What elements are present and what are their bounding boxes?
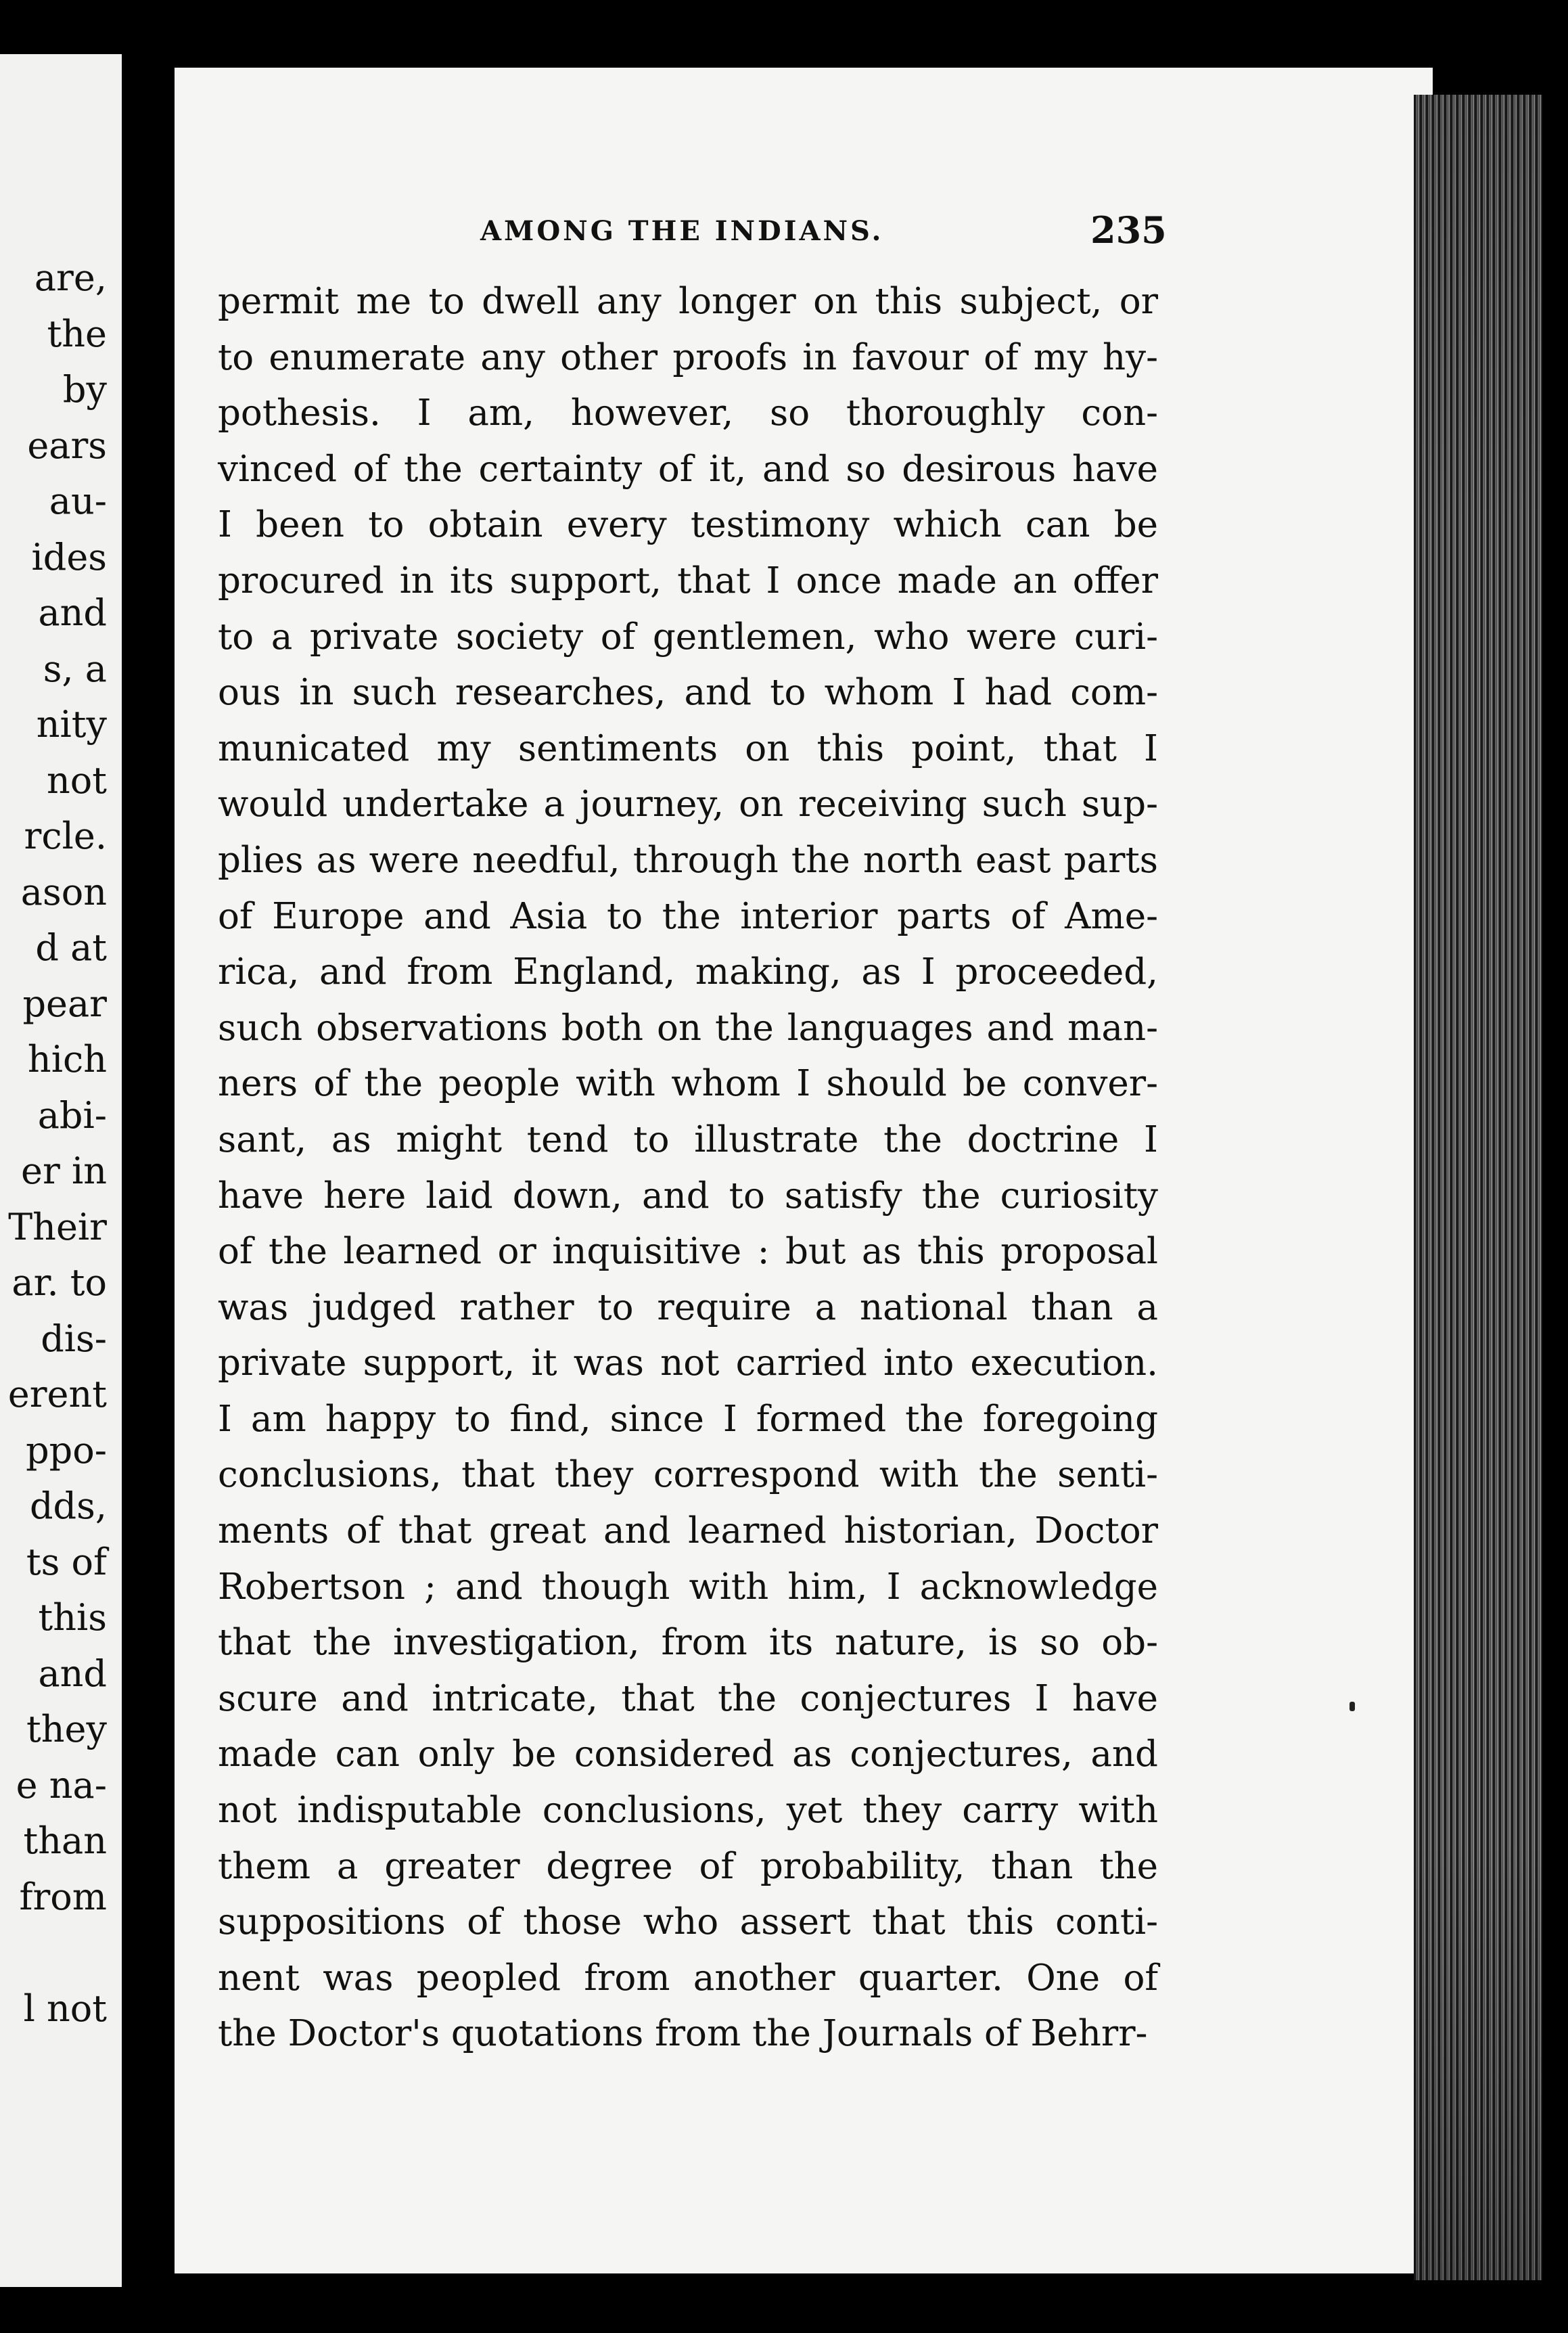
running-head: AMONG THE INDIANS. [480, 215, 884, 247]
text-line: ments of that great and learned historian, Doctor [218, 1510, 1158, 1552]
text-line: to a private society of gentlemen, who were curi- [218, 616, 1158, 658]
text-line: ners of the people with whom I should be conver- [218, 1063, 1158, 1105]
text-line: I been to obtain every testimony which can be [218, 504, 1158, 546]
left-page-fragment: dis- [41, 1317, 107, 1360]
left-page-fragment: pear [22, 982, 107, 1025]
left-page-fragment: ides [31, 535, 107, 579]
body-text [218, 274, 1158, 2062]
text-line: scure and intricate, that the conjectures I have [218, 1677, 1158, 1719]
text-line: procured in its support, that I once made an offer [218, 560, 1158, 602]
left-page-fragment: d at [35, 926, 107, 969]
text-line: would undertake a journey, on receiving such sup- [218, 784, 1158, 825]
text-line: municated my sentiments on this point, that I [218, 727, 1158, 769]
text-line: them a greater degree of probability, than the [218, 1845, 1158, 1887]
text-line: nent was peopled from another quarter. One of [218, 1957, 1158, 1999]
left-facing-page [0, 54, 122, 2287]
left-page-fragment: nity [36, 703, 107, 746]
left-page-text-fragments [8, 250, 107, 2037]
left-page-fragment: from [19, 1875, 107, 1918]
left-page-fragment: er in [21, 1150, 107, 1192]
left-page-fragment [8, 1925, 107, 1981]
left-page-fragment: rcle. [24, 815, 107, 857]
text-line: pothesis. I am, however, so thoroughly con- [218, 392, 1158, 434]
page-edges-shading [1414, 95, 1542, 2280]
text-line: I am happy to find, since I formed the foregoing [218, 1398, 1158, 1440]
left-page-fragment: ts of [26, 1540, 107, 1583]
ink-speck [1350, 1702, 1355, 1711]
page-number: 235 [1090, 208, 1167, 252]
left-page-fragment: ason [20, 870, 107, 913]
text-line: not indisputable conclusions, yet they carry with [218, 1790, 1158, 1832]
text-line: of the learned or inquisitive : but as this proposal [218, 1231, 1158, 1273]
text-line: the Doctor's quotations from the Journals of Behrr- [218, 2013, 1148, 2055]
left-page-fragment: by [62, 368, 107, 411]
text-line: ous in such researches, and to whom I had com- [218, 672, 1158, 714]
text-line: plies as were needful, through the north east parts [218, 839, 1158, 881]
text-line: have here laid down, and to satisfy the curiosity [218, 1175, 1158, 1217]
left-page-fragment: are, [34, 256, 107, 299]
text-line: to enumerate any other proofs in favour of my hy- [218, 336, 1158, 378]
left-page-fragment: abi- [37, 1093, 107, 1137]
text-line: was judged rather to require a national than a [218, 1286, 1158, 1328]
left-page-fragment: ears [27, 424, 107, 467]
left-page-fragment: l not [23, 1987, 107, 2030]
left-page-fragment: au- [49, 480, 107, 522]
left-page-fragment: erent [7, 1373, 107, 1415]
text-line: private support, it was not carried into execution. [218, 1342, 1158, 1384]
left-page-fragment: this [38, 1596, 107, 1639]
left-page-fragment: they [26, 1708, 107, 1750]
left-page-fragment: not [47, 758, 107, 802]
text-line: sant, as might tend to illustrate the doctrine I [218, 1118, 1158, 1160]
text-line: conclusions, that they correspond with the senti- [218, 1454, 1158, 1496]
text-line: rica, and from England, making, as I proceeded, [218, 951, 1158, 993]
text-line: such observations both on the languages and man- [218, 1007, 1158, 1049]
left-page-fragment: s, a [43, 647, 107, 690]
text-line: that the investigation, from its nature, is so ob- [218, 1622, 1158, 1664]
text-line: Robertson ; and though with him, I acknowledge [218, 1566, 1158, 1608]
left-page-fragment: ppo- [26, 1428, 107, 1472]
book-gutter [122, 0, 176, 2333]
left-page-fragment: ar. to [11, 1261, 107, 1304]
left-page-fragment: Their [8, 1205, 107, 1248]
text-line: of Europe and Asia to the interior parts of Ame- [218, 895, 1158, 937]
text-line: vinced of the certainty of it, and so desirous have [218, 448, 1158, 490]
text-line: suppositions of those who assert that this conti- [218, 1901, 1158, 1943]
left-page-fragment: hich [27, 1038, 107, 1081]
left-page-fragment: the [47, 312, 107, 355]
left-page-fragment: e na- [16, 1763, 107, 1807]
left-page-fragment: and [38, 1652, 107, 1695]
left-page-fragment: dds, [29, 1485, 107, 1527]
text-line: permit me to dwell any longer on this subject, or [218, 281, 1158, 322]
left-page-fragment: and [38, 591, 107, 634]
text-line: made can only be considered as conjectures, and [218, 1734, 1158, 1775]
left-page-fragment: than [23, 1819, 107, 1862]
